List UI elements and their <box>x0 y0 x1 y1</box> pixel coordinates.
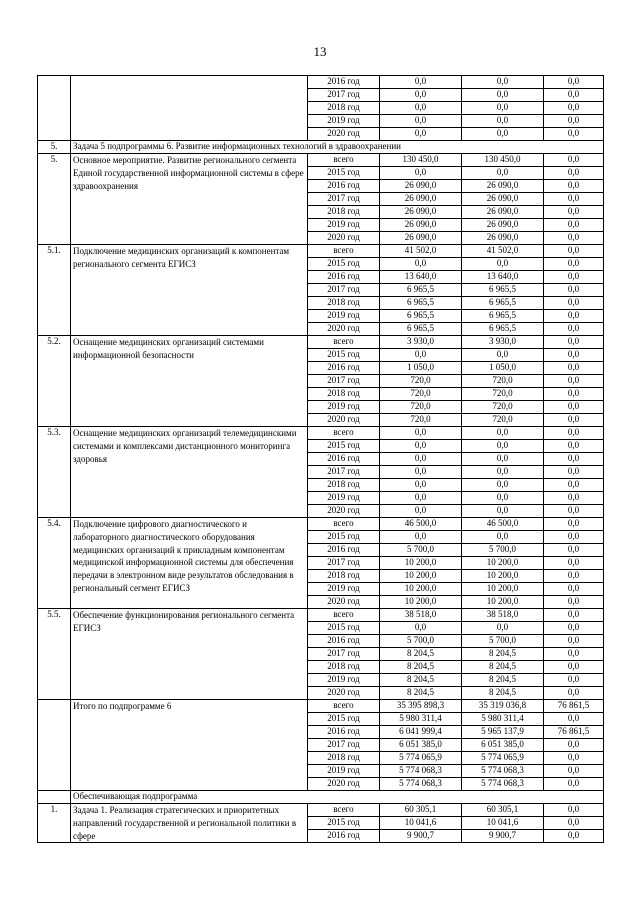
other-amount-cell: 0,0 <box>544 492 604 505</box>
row-number <box>38 791 71 804</box>
budget-amount-cell: 9 900,7 <box>462 830 544 843</box>
budget-amount-cell: 0,0 <box>462 89 544 102</box>
other-amount-cell: 0,0 <box>544 297 604 310</box>
budget-amount-cell: 5 700,0 <box>462 635 544 648</box>
budget-amount-cell: 26 090,0 <box>462 232 544 245</box>
activity-description: Оснащение медицинских организаций системами информационной безопасности <box>71 336 308 427</box>
total-amount-cell: 720,0 <box>380 401 462 414</box>
total-amount-cell: 130 450,0 <box>380 154 462 167</box>
other-amount-cell: 0,0 <box>544 479 604 492</box>
total-amount-cell: 0,0 <box>380 479 462 492</box>
period-cell: 2016 год <box>308 76 380 89</box>
period-cell: 2020 год <box>308 414 380 427</box>
total-amount-cell: 8 204,5 <box>380 648 462 661</box>
total-amount-cell: 0,0 <box>380 89 462 102</box>
other-amount-cell: 0,0 <box>544 544 604 557</box>
period-cell: 2016 год <box>308 180 380 193</box>
table-row <box>38 427 604 440</box>
budget-amount-cell: 0,0 <box>462 479 544 492</box>
activity-description: Оснащение медицинских организаций телемедицинскими системами и комплексами дистанционного мониторинга здоровья <box>71 427 308 518</box>
table-row <box>38 154 604 167</box>
period-cell: 2019 год <box>308 115 380 128</box>
other-amount-cell: 0,0 <box>544 219 604 232</box>
period-cell: 2017 год <box>308 739 380 752</box>
budget-amount-cell: 0,0 <box>462 531 544 544</box>
period-cell: всего <box>308 518 380 531</box>
total-amount-cell: 10 041,6 <box>380 817 462 830</box>
budget-amount-cell: 0,0 <box>462 492 544 505</box>
row-number: 5. <box>38 141 71 154</box>
activity-description: Подключение цифрового диагностического и лабораторного диагностического оборудования медицинских организаций к прикладным компонентам медицинской информационной системы для обеспечения передачи в электронном виде результатов обследования в региональный сегмент ЕГИСЗ <box>71 518 308 609</box>
other-amount-cell: 0,0 <box>544 89 604 102</box>
total-amount-cell: 720,0 <box>380 414 462 427</box>
period-cell: 2015 год <box>308 349 380 362</box>
budget-amount-cell: 0,0 <box>462 466 544 479</box>
period-cell: 2015 год <box>308 817 380 830</box>
total-amount-cell: 8 204,5 <box>380 687 462 700</box>
budget-amount-cell: 130 450,0 <box>462 154 544 167</box>
other-amount-cell: 0,0 <box>544 180 604 193</box>
budget-amount-cell: 13 640,0 <box>462 271 544 284</box>
total-amount-cell: 5 700,0 <box>380 635 462 648</box>
total-amount-cell: 38 518,0 <box>380 609 462 622</box>
other-amount-cell: 0,0 <box>544 128 604 141</box>
period-cell: 2017 год <box>308 466 380 479</box>
period-cell: 2018 год <box>308 102 380 115</box>
period-cell: всего <box>308 804 380 817</box>
budget-amount-cell: 6 965,5 <box>462 323 544 336</box>
other-amount-cell: 0,0 <box>544 440 604 453</box>
table-row <box>38 700 604 713</box>
other-amount-cell: 0,0 <box>544 323 604 336</box>
section-row <box>38 791 604 804</box>
period-cell: 2018 год <box>308 297 380 310</box>
total-amount-cell: 0,0 <box>380 258 462 271</box>
other-amount-cell: 0,0 <box>544 713 604 726</box>
other-amount-cell: 0,0 <box>544 557 604 570</box>
period-cell: 2020 год <box>308 323 380 336</box>
budget-amount-cell: 26 090,0 <box>462 193 544 206</box>
total-amount-cell: 0,0 <box>380 440 462 453</box>
total-amount-cell: 5 700,0 <box>380 544 462 557</box>
total-amount-cell: 5 980 311,4 <box>380 713 462 726</box>
total-amount-cell: 26 090,0 <box>380 193 462 206</box>
period-cell: 2017 год <box>308 648 380 661</box>
total-amount-cell: 0,0 <box>380 115 462 128</box>
other-amount-cell: 0,0 <box>544 505 604 518</box>
period-cell: 2015 год <box>308 440 380 453</box>
budget-amount-cell: 6 965,5 <box>462 310 544 323</box>
budget-amount-cell: 8 204,5 <box>462 648 544 661</box>
total-amount-cell: 0,0 <box>380 505 462 518</box>
period-cell: 2015 год <box>308 531 380 544</box>
total-amount-cell: 10 200,0 <box>380 557 462 570</box>
other-amount-cell: 0,0 <box>544 362 604 375</box>
other-amount-cell: 0,0 <box>544 349 604 362</box>
period-cell: 2019 год <box>308 492 380 505</box>
period-cell: 2016 год <box>308 635 380 648</box>
activity-description: Задача 1. Реализация стратегических и приоритетных направлений государственной и региональной политики в сфере <box>71 804 308 843</box>
budget-amount-cell: 1 050,0 <box>462 362 544 375</box>
other-amount-cell: 0,0 <box>544 830 604 843</box>
total-amount-cell: 6 965,5 <box>380 310 462 323</box>
period-cell: 2016 год <box>308 453 380 466</box>
period-cell: 2015 год <box>308 622 380 635</box>
other-amount-cell: 0,0 <box>544 622 604 635</box>
total-amount-cell: 13 640,0 <box>380 271 462 284</box>
budget-amount-cell: 6 965,5 <box>462 297 544 310</box>
period-cell: 2017 год <box>308 89 380 102</box>
other-amount-cell: 0,0 <box>544 778 604 791</box>
activity-description: Итого по подпрограмме 6 <box>71 700 308 791</box>
other-amount-cell: 0,0 <box>544 167 604 180</box>
budget-amount-cell: 720,0 <box>462 388 544 401</box>
period-cell: 2018 год <box>308 661 380 674</box>
budget-amount-cell: 10 200,0 <box>462 557 544 570</box>
period-cell: 2019 год <box>308 674 380 687</box>
total-amount-cell: 10 200,0 <box>380 583 462 596</box>
period-cell: 2018 год <box>308 479 380 492</box>
total-amount-cell: 720,0 <box>380 388 462 401</box>
other-amount-cell: 0,0 <box>544 674 604 687</box>
total-amount-cell: 0,0 <box>380 128 462 141</box>
total-amount-cell: 3 930,0 <box>380 336 462 349</box>
other-amount-cell: 0,0 <box>544 765 604 778</box>
budget-amount-cell: 0,0 <box>462 128 544 141</box>
activity-description: Обеспечение функционирования регионального сегмента ЕГИСЗ <box>71 609 308 700</box>
budget-amount-cell: 720,0 <box>462 414 544 427</box>
other-amount-cell: 0,0 <box>544 596 604 609</box>
row-number <box>38 700 71 791</box>
other-amount-cell: 0,0 <box>544 258 604 271</box>
period-cell: 2019 год <box>308 219 380 232</box>
total-amount-cell: 10 200,0 <box>380 570 462 583</box>
total-amount-cell: 6 041 999,4 <box>380 726 462 739</box>
budget-amount-cell: 6 051 385,0 <box>462 739 544 752</box>
budget-amount-cell: 5 774 068,3 <box>462 765 544 778</box>
other-amount-cell: 0,0 <box>544 661 604 674</box>
total-amount-cell: 0,0 <box>380 492 462 505</box>
period-cell: 2015 год <box>308 713 380 726</box>
period-cell: 2015 год <box>308 167 380 180</box>
other-amount-cell: 0,0 <box>544 687 604 700</box>
budget-amount-cell: 0,0 <box>462 76 544 89</box>
page-number: 13 <box>313 44 327 59</box>
section-title: Задача 5 подпрограммы 6. Развитие информационных технологий в здравоохранении <box>71 141 604 154</box>
budget-amount-cell: 6 965,5 <box>462 284 544 297</box>
other-amount-cell: 0,0 <box>544 752 604 765</box>
budget-amount-cell: 0,0 <box>462 167 544 180</box>
budget-amount-cell: 0,0 <box>462 115 544 128</box>
budget-amount-cell: 720,0 <box>462 375 544 388</box>
budget-amount-cell: 0,0 <box>462 349 544 362</box>
row-number: 5.5. <box>38 609 71 700</box>
period-cell: 2016 год <box>308 830 380 843</box>
total-amount-cell: 8 204,5 <box>380 674 462 687</box>
total-amount-cell: 1 050,0 <box>380 362 462 375</box>
other-amount-cell: 0,0 <box>544 401 604 414</box>
other-amount-cell: 0,0 <box>544 154 604 167</box>
budget-amount-cell: 38 518,0 <box>462 609 544 622</box>
budget-amount-cell: 5 774 065,9 <box>462 752 544 765</box>
budget-amount-cell: 41 502,0 <box>462 245 544 258</box>
budget-amount-cell: 0,0 <box>462 440 544 453</box>
period-cell: всего <box>308 427 380 440</box>
period-cell: 2017 год <box>308 284 380 297</box>
activity-description <box>71 76 308 141</box>
period-cell: всего <box>308 245 380 258</box>
other-amount-cell: 0,0 <box>544 804 604 817</box>
period-cell: 2017 год <box>308 557 380 570</box>
row-number: 1. <box>38 804 71 843</box>
period-cell: 2019 год <box>308 765 380 778</box>
total-amount-cell: 0,0 <box>380 453 462 466</box>
budget-amount-cell: 0,0 <box>462 102 544 115</box>
period-cell: 2018 год <box>308 752 380 765</box>
total-amount-cell: 60 305,1 <box>380 804 462 817</box>
total-amount-cell: 0,0 <box>380 466 462 479</box>
total-amount-cell: 5 774 065,9 <box>380 752 462 765</box>
budget-amount-cell: 10 041,6 <box>462 817 544 830</box>
total-amount-cell: 6 965,5 <box>380 323 462 336</box>
period-cell: всего <box>308 700 380 713</box>
budget-amount-cell: 5 700,0 <box>462 544 544 557</box>
period-cell: 2016 год <box>308 271 380 284</box>
other-amount-cell: 0,0 <box>544 375 604 388</box>
period-cell: 2020 год <box>308 128 380 141</box>
period-cell: всего <box>308 609 380 622</box>
other-amount-cell: 76 861,5 <box>544 726 604 739</box>
period-cell: 2018 год <box>308 388 380 401</box>
total-amount-cell: 26 090,0 <box>380 206 462 219</box>
period-cell: 2018 год <box>308 570 380 583</box>
other-amount-cell: 0,0 <box>544 193 604 206</box>
budget-amount-cell: 46 500,0 <box>462 518 544 531</box>
total-amount-cell: 720,0 <box>380 375 462 388</box>
other-amount-cell: 0,0 <box>544 648 604 661</box>
total-amount-cell: 10 200,0 <box>380 596 462 609</box>
period-cell: 2020 год <box>308 505 380 518</box>
total-amount-cell: 0,0 <box>380 622 462 635</box>
period-cell: всего <box>308 154 380 167</box>
total-amount-cell: 0,0 <box>380 102 462 115</box>
other-amount-cell: 0,0 <box>544 466 604 479</box>
period-cell: 2020 год <box>308 232 380 245</box>
other-amount-cell: 0,0 <box>544 531 604 544</box>
row-number: 5.2. <box>38 336 71 427</box>
period-cell: 2019 год <box>308 310 380 323</box>
row-number: 5.3. <box>38 427 71 518</box>
total-amount-cell: 0,0 <box>380 167 462 180</box>
other-amount-cell: 0,0 <box>544 76 604 89</box>
period-cell: 2020 год <box>308 778 380 791</box>
budget-amount-cell: 5 980 311,4 <box>462 713 544 726</box>
other-amount-cell: 0,0 <box>544 271 604 284</box>
other-amount-cell: 0,0 <box>544 245 604 258</box>
total-amount-cell: 6 051 385,0 <box>380 739 462 752</box>
other-amount-cell: 0,0 <box>544 817 604 830</box>
other-amount-cell: 0,0 <box>544 336 604 349</box>
row-number: 5.1. <box>38 245 71 336</box>
row-number: 5.4. <box>38 518 71 609</box>
other-amount-cell: 0,0 <box>544 232 604 245</box>
total-amount-cell: 46 500,0 <box>380 518 462 531</box>
table-row <box>38 76 604 89</box>
total-amount-cell: 6 965,5 <box>380 297 462 310</box>
period-cell: 2016 год <box>308 362 380 375</box>
total-amount-cell: 0,0 <box>380 427 462 440</box>
other-amount-cell: 0,0 <box>544 206 604 219</box>
total-amount-cell: 0,0 <box>380 76 462 89</box>
budget-amount-cell: 10 200,0 <box>462 570 544 583</box>
total-amount-cell: 0,0 <box>380 531 462 544</box>
total-amount-cell: 41 502,0 <box>380 245 462 258</box>
budget-amount-cell: 26 090,0 <box>462 219 544 232</box>
table-row <box>38 518 604 531</box>
other-amount-cell: 0,0 <box>544 609 604 622</box>
budget-table <box>37 75 604 843</box>
budget-amount-cell: 35 319 036,8 <box>462 700 544 713</box>
total-amount-cell: 5 774 068,3 <box>380 765 462 778</box>
total-amount-cell: 26 090,0 <box>380 180 462 193</box>
other-amount-cell: 0,0 <box>544 739 604 752</box>
other-amount-cell: 0,0 <box>544 583 604 596</box>
period-cell: 2019 год <box>308 583 380 596</box>
period-cell: 2020 год <box>308 596 380 609</box>
total-amount-cell: 35 395 898,3 <box>380 700 462 713</box>
other-amount-cell: 0,0 <box>544 518 604 531</box>
total-amount-cell: 26 090,0 <box>380 219 462 232</box>
table-row <box>38 336 604 349</box>
total-amount-cell: 5 774 068,3 <box>380 778 462 791</box>
row-number: 5. <box>38 154 71 245</box>
table-row <box>38 245 604 258</box>
budget-amount-cell: 0,0 <box>462 453 544 466</box>
other-amount-cell: 0,0 <box>544 635 604 648</box>
period-cell: 2017 год <box>308 193 380 206</box>
total-amount-cell: 26 090,0 <box>380 232 462 245</box>
section-row <box>38 141 604 154</box>
total-amount-cell: 8 204,5 <box>380 661 462 674</box>
other-amount-cell: 0,0 <box>544 102 604 115</box>
other-amount-cell: 0,0 <box>544 427 604 440</box>
budget-amount-cell: 8 204,5 <box>462 661 544 674</box>
budget-amount-cell: 8 204,5 <box>462 674 544 687</box>
other-amount-cell: 0,0 <box>544 284 604 297</box>
budget-amount-cell: 5 774 068,3 <box>462 778 544 791</box>
other-amount-cell: 0,0 <box>544 115 604 128</box>
period-cell: 2016 год <box>308 544 380 557</box>
budget-amount-cell: 0,0 <box>462 258 544 271</box>
total-amount-cell: 0,0 <box>380 349 462 362</box>
table-row <box>38 609 604 622</box>
budget-amount-cell: 0,0 <box>462 622 544 635</box>
budget-amount-cell: 0,0 <box>462 427 544 440</box>
other-amount-cell: 0,0 <box>544 310 604 323</box>
other-amount-cell: 0,0 <box>544 388 604 401</box>
other-amount-cell: 0,0 <box>544 570 604 583</box>
other-amount-cell: 76 861,5 <box>544 700 604 713</box>
period-cell: 2017 год <box>308 375 380 388</box>
table-row <box>38 804 604 817</box>
period-cell: 2015 год <box>308 258 380 271</box>
other-amount-cell: 0,0 <box>544 414 604 427</box>
budget-amount-cell: 720,0 <box>462 401 544 414</box>
section-title: Обеспечивающая подпрограмма <box>71 791 604 804</box>
activity-description: Подключение медицинских организаций к компонентам регионального сегмента ЕГИСЗ <box>71 245 308 336</box>
total-amount-cell: 6 965,5 <box>380 284 462 297</box>
activity-description: Основное мероприятие. Развитие регионального сегмента Единой государственной информационной системы в сфере здравоохранения <box>71 154 308 245</box>
row-number <box>38 76 71 141</box>
budget-amount-cell: 26 090,0 <box>462 180 544 193</box>
budget-amount-cell: 26 090,0 <box>462 206 544 219</box>
other-amount-cell: 0,0 <box>544 453 604 466</box>
period-cell: 2020 год <box>308 687 380 700</box>
total-amount-cell: 9 900,7 <box>380 830 462 843</box>
budget-amount-cell: 8 204,5 <box>462 687 544 700</box>
period-cell: всего <box>308 336 380 349</box>
period-cell: 2016 год <box>308 726 380 739</box>
budget-amount-cell: 10 200,0 <box>462 583 544 596</box>
budget-amount-cell: 3 930,0 <box>462 336 544 349</box>
period-cell: 2018 год <box>308 206 380 219</box>
budget-amount-cell: 5 965 137,9 <box>462 726 544 739</box>
budget-amount-cell: 10 200,0 <box>462 596 544 609</box>
period-cell: 2019 год <box>308 401 380 414</box>
budget-amount-cell: 60 305,1 <box>462 804 544 817</box>
budget-amount-cell: 0,0 <box>462 505 544 518</box>
